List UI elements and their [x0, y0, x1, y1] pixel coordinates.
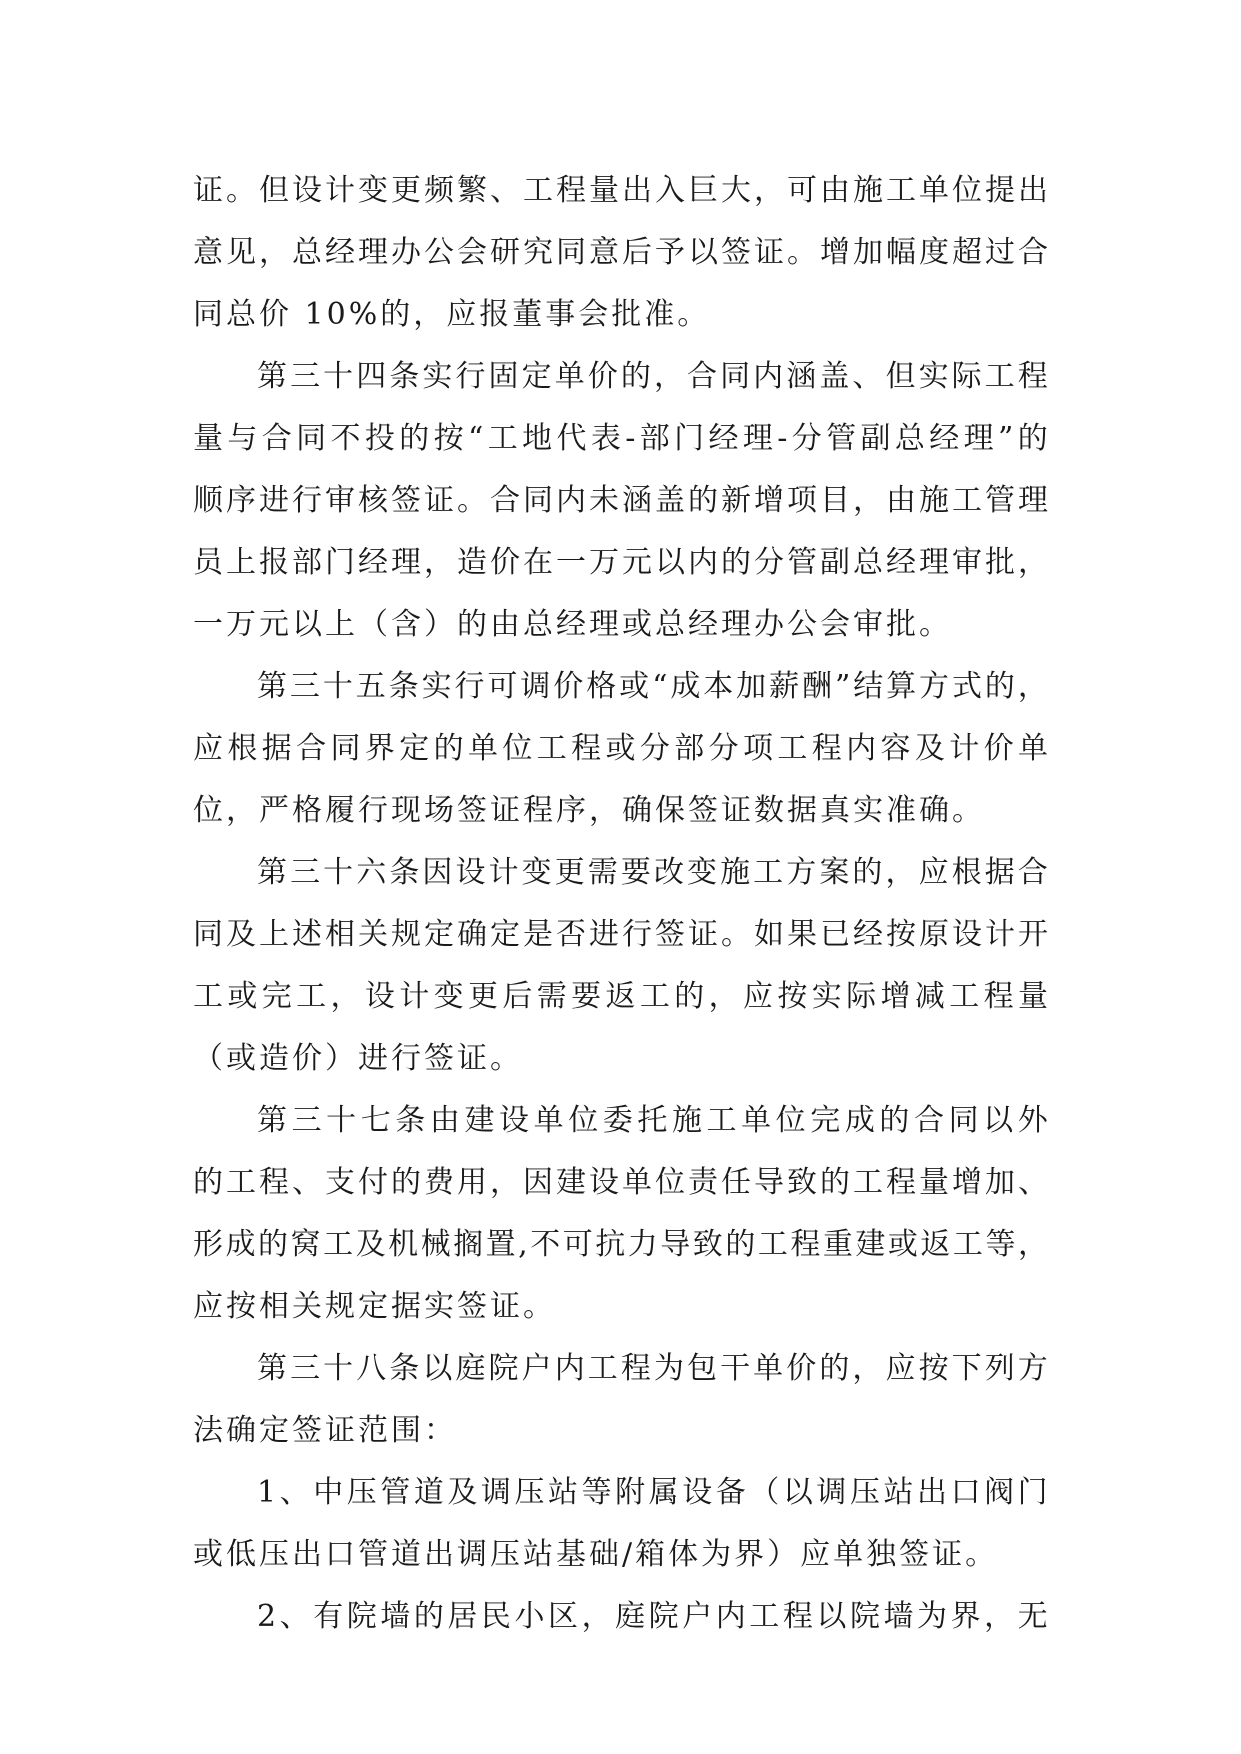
- text-line: 工 或 完 工 ， 设 计 变 更 后 需 要 返 工 的 ， 应 按 实 际 增 减 工 程 量: [193, 979, 1048, 1014]
- text-line: 顺 序 进 行 审 核 签 证 。 合 同 内 未 涵 盖 的 新 增 项 目 ， 由 施 工 管 理: [193, 483, 1048, 518]
- text-line: 位，严格履行现场签证程序，确保签证数据真实准确。: [193, 793, 985, 828]
- text-line: 2 、 有 院 墙 的 居 民 小 区 ， 庭 院 户 内 工 程 以 院 墙 为 界 ， 无: [257, 1599, 1048, 1634]
- text-line: 第 三 十 七 条 由 建 设 单 位 委 托 施 工 单 位 完 成 的 合 同 以 外: [257, 1103, 1048, 1138]
- text-line: 或低压出口管道出调压站基础/箱体为界）应单独签证。: [193, 1537, 999, 1572]
- text-line: 第 三 十 五 条 实 行 可 调 价 格 或 “ 成 本 加 薪 酬 ” 结 算 方 式 的 ，: [257, 669, 1048, 704]
- text-line: 应按相关规定据实签证。: [193, 1289, 556, 1324]
- text-line: 第 三 十 四 条 实 行 固 定 单 价 的 ， 合 同 内 涵 盖 、 但 实 际 工 程: [257, 359, 1048, 394]
- text-line: 意 见 ， 总 经 理 办 公 会 研 究 同 意 后 予 以 签 证 。 增 加 幅 度 超 过 合: [193, 235, 1048, 270]
- text-line: 同 及 上 述 相 关 规 定 确 定 是 否 进 行 签 证 。 如 果 已 经 按 原 设 计 开: [193, 917, 1048, 952]
- text-line: 的 工 程 、 支 付 的 费 用 ， 因 建 设 单 位 责 任 导 致 的 工 程 量 增 加 、: [193, 1165, 1048, 1200]
- text-line: （或造价）进行签证。: [193, 1041, 523, 1076]
- text-line: 证 。 但 设 计 变 更 频 繁 、 工 程 量 出 入 巨 大 ， 可 由 施 工 单 位 提 出: [193, 173, 1048, 208]
- text-line: 1 、 中 压 管 道 及 调 压 站 等 附 属 设 备 （ 以 调 压 站 出 口 阀 门: [257, 1475, 1048, 1510]
- text-line: 第 三 十 六 条 因 设 计 变 更 需 要 改 变 施 工 方 案 的 ， 应 根 据 合: [257, 855, 1048, 890]
- text-line: 法确定签证范围：: [193, 1413, 457, 1448]
- text-line: 应 根 据 合 同 界 定 的 单 位 工 程 或 分 部 分 项 工 程 内 容 及 计 价 单: [193, 731, 1048, 766]
- document-body: [193, 160, 1048, 1648]
- text-line: 员 上 报 部 门 经 理 ， 造 价 在 一 万 元 以 内 的 分 管 副 总 经 理 审 批 ，: [193, 545, 1048, 580]
- text-line: 第 三 十 八 条 以 庭 院 户 内 工 程 为 包 干 单 价 的 ， 应 按 下 列 方: [257, 1351, 1048, 1386]
- text-line: 量 与 合 同 不 投 的 按 “ 工 地 代 表 - 部 门 经 理 - 分 管 副 总 经 理 ” 的: [193, 421, 1048, 456]
- text-line: 形 成 的 窝 工 及 机 械 搁 置 , 不 可 抗 力 导 致 的 工 程 重 建 或 返 工 等 ，: [193, 1227, 1048, 1262]
- text-line: 一万元以上（含）的由总经理或总经理办公会审批。: [193, 607, 952, 642]
- text-line: 同总价 10%的，应报董事会批准。: [193, 297, 711, 332]
